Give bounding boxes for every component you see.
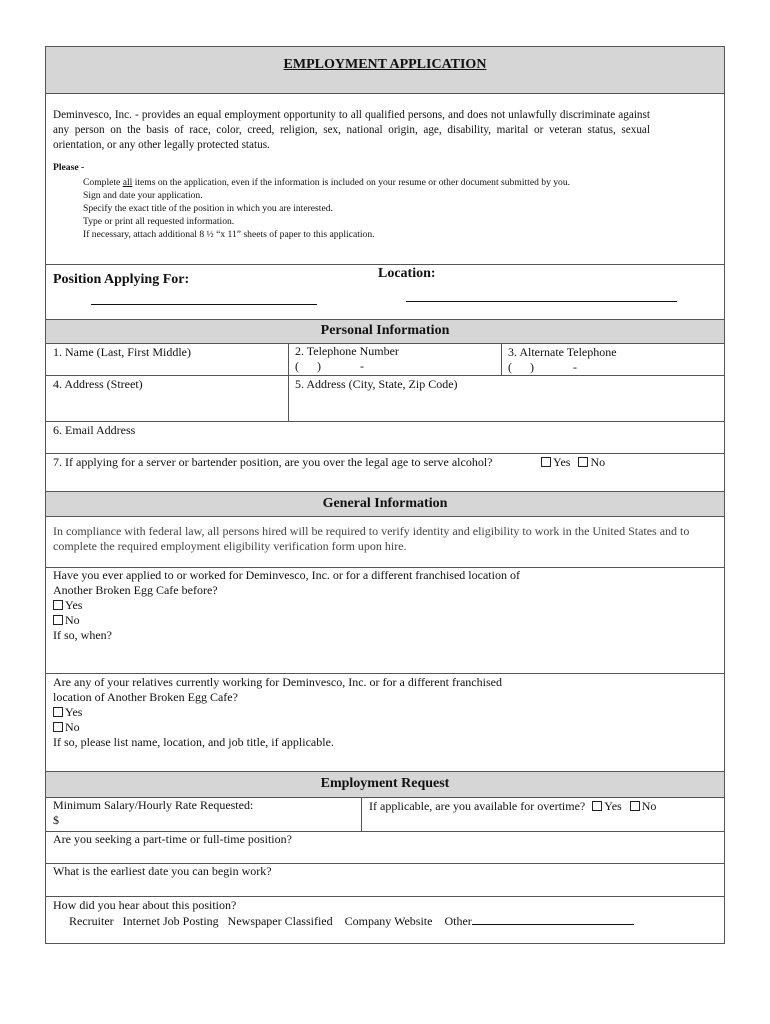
start-date-field[interactable]: What is the earliest date you can begin work?	[53, 864, 272, 878]
alcohol-question: 7. If applying for a server or bartender position, are you over the legal age to serve alcohol?	[53, 455, 493, 469]
personal-info-band	[46, 319, 724, 344]
position-label: Position Applying For:	[53, 272, 190, 287]
overtime-yes-label: Yes	[604, 799, 622, 813]
alcohol-yes-label: Yes	[553, 455, 571, 469]
prior-application-question: Have you ever applied to or worked for Deminvesco, Inc. or for a different franchised location of Another Broken Egg Cafe before? Yes No If so, when?	[53, 568, 713, 643]
overtime-no-checkbox[interactable]	[630, 801, 640, 811]
name-field[interactable]: 1. Name (Last, First Middle)	[53, 345, 191, 359]
location-label: Location:	[378, 266, 436, 281]
eeo-statement: Deminvesco, Inc. - provides an equal employment opportunity to all qualified persons, and does not unlawfully discriminate against any person on the basis of race, color, creed, religion, sex, national origin, age, disability, marital or veteran status, sexual orientation, or any other legally protected status.	[53, 109, 650, 151]
source-other[interactable]: Other	[444, 914, 472, 928]
relatives-no-checkbox[interactable]	[53, 722, 63, 732]
source-newspaper-classified[interactable]: Newspaper Classified	[227, 914, 333, 928]
alt-telephone-field[interactable]	[508, 345, 617, 375]
salary-field[interactable]	[53, 798, 253, 828]
alcohol-yes-checkbox[interactable]	[541, 457, 551, 467]
telephone-field[interactable]	[295, 344, 399, 374]
prior-yes-label: Yes	[65, 598, 83, 612]
overtime-no-label: No	[641, 799, 657, 813]
source-recruiter[interactable]: Recruiter	[69, 914, 114, 928]
instruction-item: Complete all items on the application, even if the information is included on your resume or other document submitted by you.	[83, 177, 571, 188]
parttime-fulltime-field[interactable]: Are you seeking a part-time or full-time position?	[53, 832, 292, 846]
instruction-item: Sign and date your application.	[83, 190, 203, 201]
source-other-input-line[interactable]	[472, 913, 634, 925]
instructions-list	[83, 176, 713, 241]
salary-label: Minimum Salary/Hourly Rate Requested:	[53, 798, 254, 812]
personal-info-heading: Personal Information	[320, 323, 450, 338]
email-field[interactable]: 6. Email Address	[53, 423, 136, 437]
source-company-website[interactable]: Company Website	[344, 914, 433, 928]
prior-yes-checkbox[interactable]	[53, 600, 63, 610]
employment-application-form	[45, 46, 725, 944]
relatives-details-label: If so, please list name, location, and job title, if applicable.	[53, 735, 334, 749]
alt-telephone-pattern: ( ) -	[508, 360, 577, 374]
alcohol-no-label: No	[590, 455, 606, 469]
source-question: How did you hear about this position?	[53, 898, 237, 912]
form-title: EMPLOYMENT APPLICATION	[283, 57, 487, 72]
instruction-item: Type or print all requested information.	[83, 216, 235, 227]
general-info-heading: General Information	[322, 496, 448, 511]
prior-no-label: No	[65, 613, 80, 627]
relatives-question: Are any of your relatives currently working for Deminvesco, Inc. or for a different franchised location of Another Broken Egg Cafe? Yes No If so, please list name, location, and job title, if applicable.	[53, 675, 713, 750]
prior-no-checkbox[interactable]	[53, 615, 63, 625]
alcohol-options	[541, 455, 605, 470]
relatives-yes-checkbox[interactable]	[53, 707, 63, 717]
general-info-band	[46, 491, 724, 517]
please-label: Please -	[53, 162, 85, 173]
overtime-label: If applicable, are you available for overtime?	[369, 799, 586, 813]
source-internet-job-posting[interactable]: Internet Job Posting	[122, 914, 219, 928]
city-state-zip-field[interactable]: 5. Address (City, State, Zip Code)	[295, 377, 458, 391]
overtime-yes-checkbox[interactable]	[592, 801, 602, 811]
source-options	[69, 913, 634, 929]
alt-telephone-label: 3. Alternate Telephone	[508, 345, 617, 359]
overtime-field	[369, 799, 656, 814]
employment-request-band	[46, 771, 724, 798]
alcohol-no-checkbox[interactable]	[578, 457, 588, 467]
location-input-line[interactable]	[406, 301, 677, 302]
street-address-field[interactable]: 4. Address (Street)	[53, 377, 143, 391]
instruction-item: If necessary, attach additional 8 ½ “x 11” sheets of paper to this application.	[83, 229, 375, 240]
instruction-item: Specify the exact title of the position in which you are interested.	[83, 203, 333, 214]
position-input-line[interactable]	[91, 304, 317, 305]
prior-when-label: If so, when?	[53, 628, 112, 642]
salary-symbol: $	[53, 813, 59, 827]
telephone-pattern: ( ) -	[295, 359, 364, 373]
relatives-yes-label: Yes	[65, 705, 83, 719]
compliance-notice: In compliance with federal law, all persons hired will be required to verify identity and eligibility to work in the United States and to complete the required employment eligibility verification form upon hire.	[53, 524, 690, 553]
title-band	[46, 47, 724, 94]
relatives-no-label: No	[65, 720, 80, 734]
employment-request-heading: Employment Request	[320, 776, 450, 791]
telephone-label: 2. Telephone Number	[295, 344, 399, 358]
